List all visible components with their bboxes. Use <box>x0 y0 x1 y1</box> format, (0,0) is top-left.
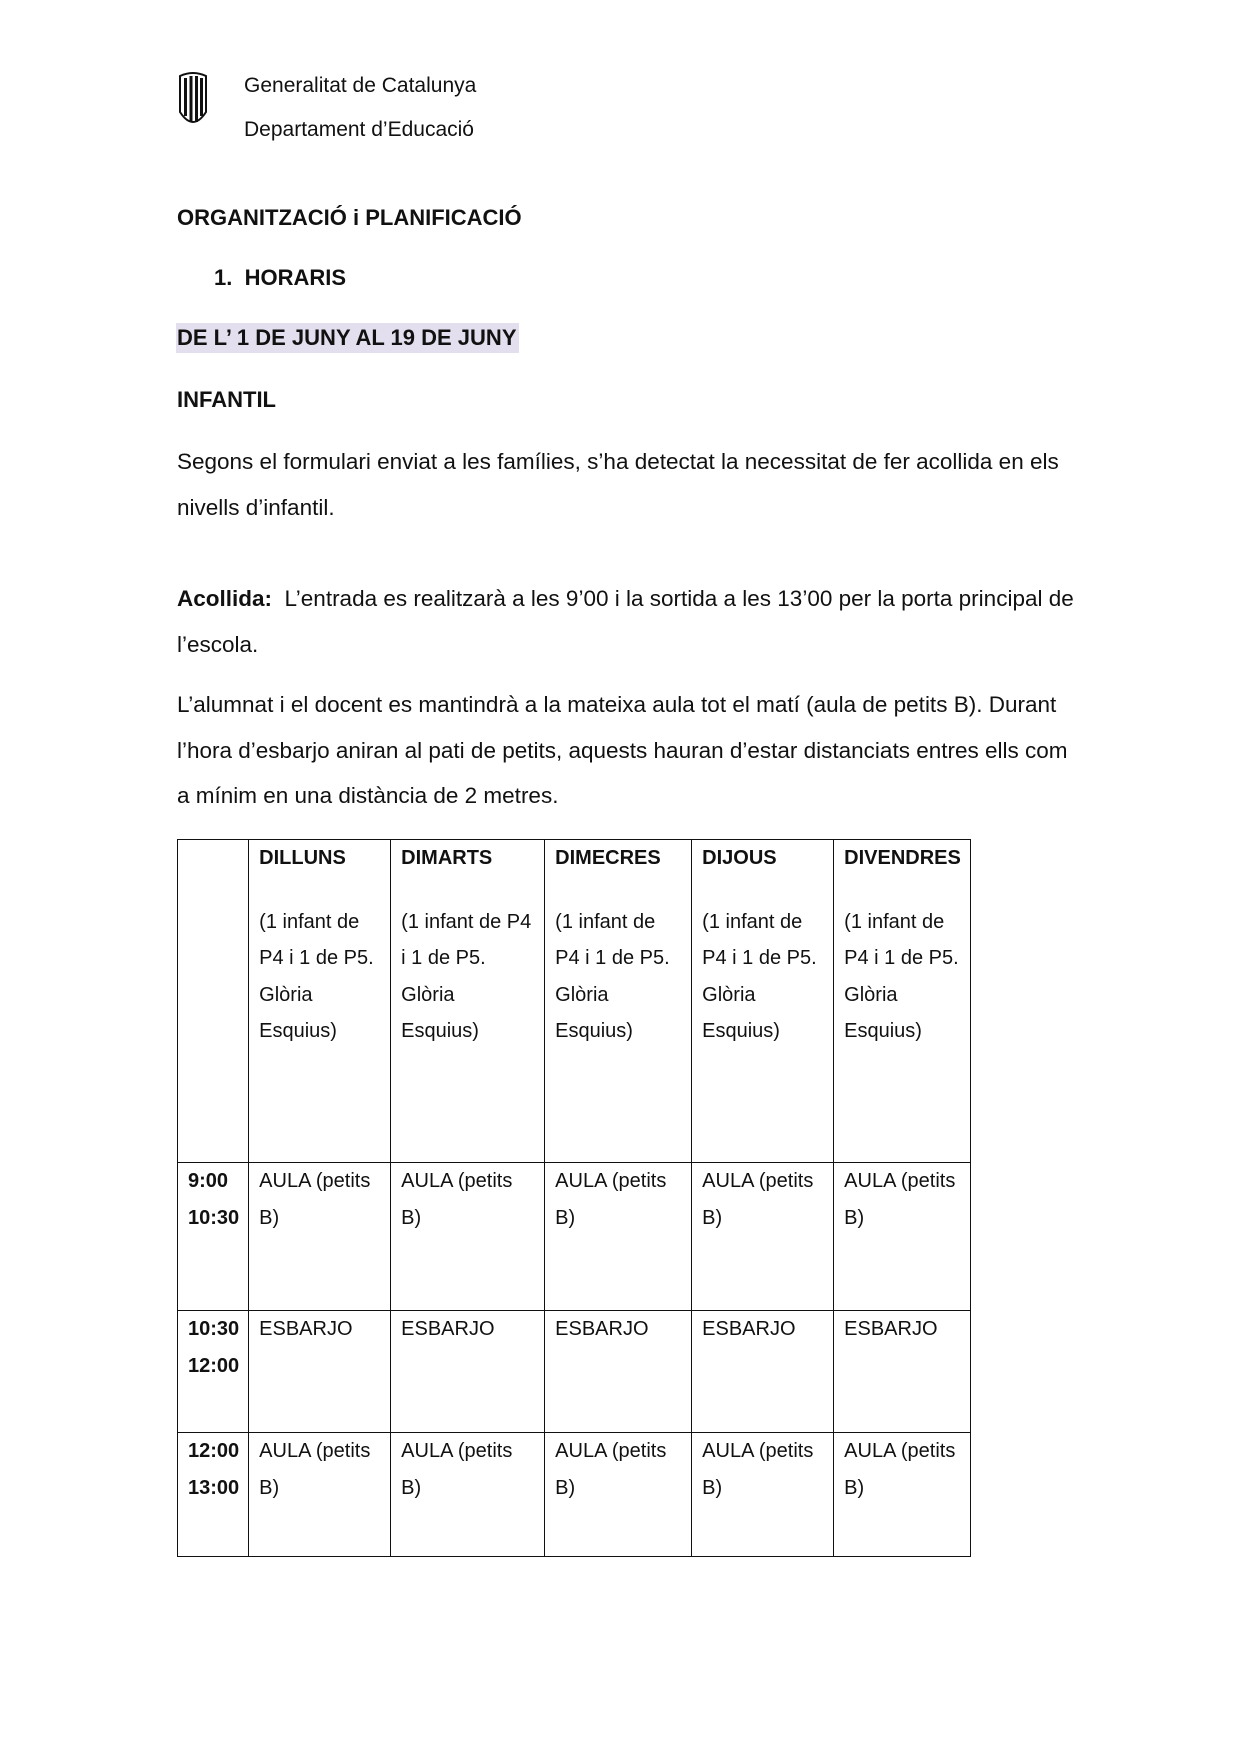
day-name: DIJOUS <box>702 847 777 869</box>
time-end: 13:00 <box>188 1476 240 1499</box>
activity-cell: AULA (petits B) <box>834 1433 971 1557</box>
table-row <box>178 1311 971 1433</box>
day-cell <box>545 840 692 1163</box>
org-name: Generalitat de Catalunya <box>244 74 477 97</box>
table-header-row <box>178 840 971 1163</box>
intro-paragraph: Segons el formulari enviat a les famílies, s’ha detectat la necessitat de fer acollida en els nivells d’infantil. <box>177 449 1059 520</box>
acollida-paragraph <box>177 576 1081 667</box>
day-name: DIVENDRES <box>844 847 961 869</box>
day-note: (1 infant de P4 i 1 de P5. Glòria Esquius) <box>555 910 670 1042</box>
day-cell <box>391 840 545 1163</box>
day-cell <box>834 840 971 1163</box>
time-slot <box>178 1433 249 1557</box>
time-slot <box>178 1311 249 1433</box>
day-cell <box>249 840 391 1163</box>
activity-cell: AULA (petits B) <box>692 1163 834 1311</box>
time-slot <box>178 1163 249 1311</box>
day-note: (1 infant de P4 i 1 de P5. Glòria Esquius) <box>259 910 374 1042</box>
activity-cell: AULA (petits B) <box>249 1433 391 1557</box>
acollida-text: L’entrada es realitzarà a les 9’00 i la sortida a les 13’00 per la porta principal de l’escola. <box>177 586 1081 657</box>
time-start: 10:30 <box>188 1318 240 1340</box>
day-name: DILLUNS <box>259 847 346 869</box>
generalitat-emblem-icon <box>178 72 208 128</box>
activity-cell: AULA (petits B) <box>545 1433 692 1557</box>
department-name: Departament d’Educació <box>244 118 474 141</box>
activity-cell: AULA (petits B) <box>391 1433 545 1557</box>
day-cell <box>692 840 834 1163</box>
day-note: (1 infant de P4 i 1 de P5. Glòria Esquius) <box>844 910 959 1042</box>
alumnat-paragraph: L’alumnat i el docent es mantindrà a la mateixa aula tot el matí (aula de petits B). Durant l’hora d’esbarjo aniran al pati de petits, aquests hauran d’estar distanciats entres ells com a mínim en una distància de 2 metres. <box>177 692 1068 808</box>
activity-cell: AULA (petits B) <box>391 1163 545 1311</box>
activity-cell: ESBARJO <box>391 1311 545 1433</box>
activity-cell: AULA (petits B) <box>834 1163 971 1311</box>
day-note: (1 infant de P4 i 1 de P5. Glòria Esquius) <box>401 910 532 1042</box>
table-row <box>178 1433 971 1557</box>
level-heading: INFANTIL <box>177 387 276 412</box>
section-heading: 1. HORARIS <box>214 265 347 290</box>
day-name: DIMARTS <box>401 847 493 869</box>
time-start: 9:00 <box>188 1170 229 1192</box>
date-range-heading: DE L’ 1 DE JUNY AL 19 DE JUNY <box>176 323 519 353</box>
time-end: 10:30 <box>188 1206 240 1229</box>
schedule-table <box>177 839 971 1557</box>
table-row <box>178 1163 971 1311</box>
activity-cell: ESBARJO <box>545 1311 692 1433</box>
day-name: DIMECRES <box>555 847 661 869</box>
corner-cell <box>178 840 249 1163</box>
activity-cell: AULA (petits B) <box>249 1163 391 1311</box>
activity-cell: AULA (petits B) <box>545 1163 692 1311</box>
activity-cell: AULA (petits B) <box>692 1433 834 1557</box>
activity-cell: ESBARJO <box>692 1311 834 1433</box>
day-note: (1 infant de P4 i 1 de P5. Glòria Esquius) <box>702 910 817 1042</box>
time-start: 12:00 <box>188 1440 240 1462</box>
activity-cell: ESBARJO <box>834 1311 971 1433</box>
activity-cell: ESBARJO <box>249 1311 391 1433</box>
acollida-label: Acollida: <box>177 586 273 611</box>
main-heading: ORGANITZACIÓ i PLANIFICACIÓ <box>177 205 522 230</box>
time-end: 12:00 <box>188 1354 240 1377</box>
